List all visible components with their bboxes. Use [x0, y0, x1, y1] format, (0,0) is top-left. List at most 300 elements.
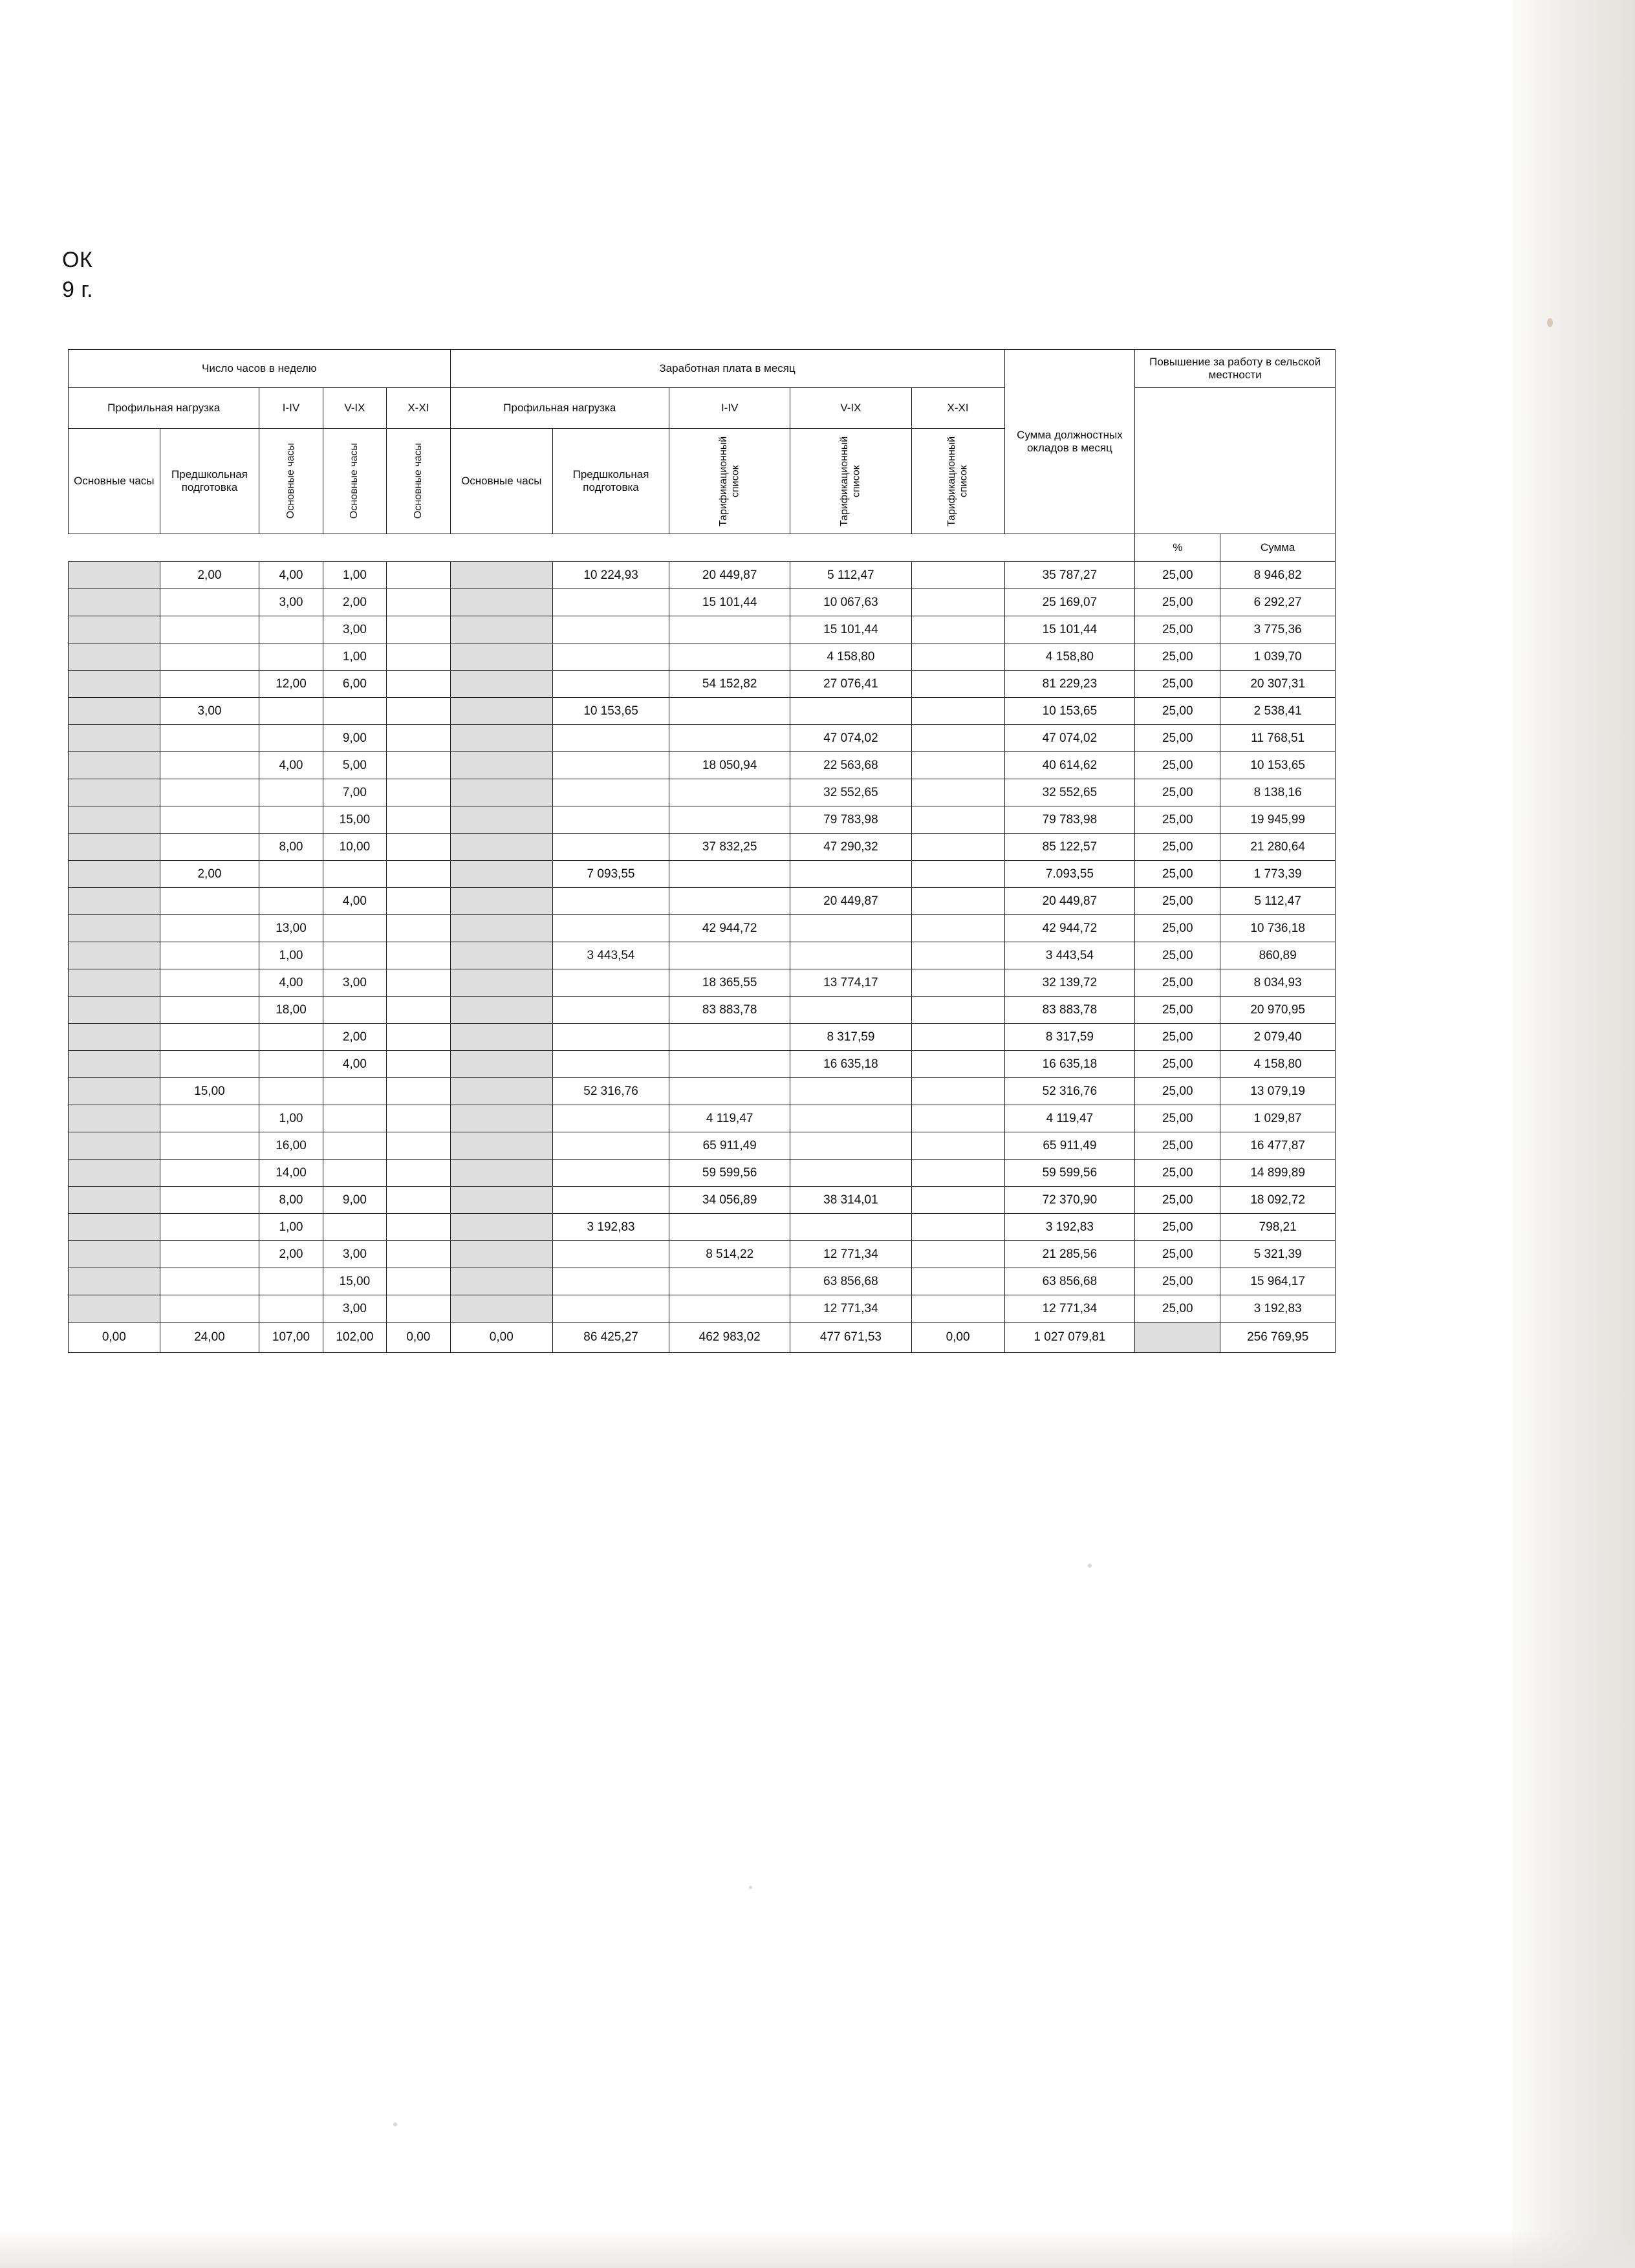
cell-c8 [669, 643, 790, 671]
cell-c11: 63 856,68 [1004, 1268, 1135, 1295]
cell-c2 [160, 1187, 259, 1214]
cell-c2 [160, 1241, 259, 1268]
cell-c11: 83 883,78 [1004, 997, 1135, 1024]
cell-c6 [450, 806, 552, 834]
cell-c2 [160, 969, 259, 997]
cell-c6 [450, 616, 552, 643]
cell-c9: 63 856,68 [790, 1268, 911, 1295]
cell-c6 [450, 1078, 552, 1105]
cell-c12: 25,00 [1135, 671, 1220, 698]
cell-c13: 11 768,51 [1220, 725, 1336, 752]
cell-c12: 25,00 [1135, 616, 1220, 643]
cell-c6 [450, 589, 552, 616]
col-tariff-list-10-11-label: Тарификационный список [946, 436, 969, 526]
cell-c6 [450, 969, 552, 997]
table-row [69, 779, 1336, 806]
cell-c13: 1 773,39 [1220, 861, 1336, 888]
cell-c12: 25,00 [1135, 589, 1220, 616]
table-row [69, 1268, 1336, 1295]
cell-c3 [259, 1078, 323, 1105]
cell-c3: 1,00 [259, 942, 323, 969]
cell-c12: 25,00 [1135, 861, 1220, 888]
cell-c13: 20 970,95 [1220, 997, 1336, 1024]
table-row [69, 725, 1336, 752]
cell-c5 [387, 562, 450, 589]
total-cell-c2: 24,00 [160, 1323, 259, 1353]
cell-c5 [387, 997, 450, 1024]
cell-c8: 59 599,56 [669, 1160, 790, 1187]
table-row [69, 1295, 1336, 1323]
cell-c5 [387, 915, 450, 942]
subheader-rural-bonus-spacer [1135, 388, 1336, 534]
cell-c10 [911, 1132, 1004, 1160]
cell-c9: 32 552,65 [790, 779, 911, 806]
cell-c1 [69, 861, 160, 888]
cell-c6 [450, 861, 552, 888]
cell-c11: 72 370,90 [1004, 1187, 1135, 1214]
cell-c6 [450, 888, 552, 915]
cell-c4: 3,00 [323, 1241, 386, 1268]
cell-c13: 20 307,31 [1220, 671, 1336, 698]
cell-c5 [387, 1078, 450, 1105]
cell-c4: 9,00 [323, 1187, 386, 1214]
cell-c10 [911, 1268, 1004, 1295]
cell-c2 [160, 1132, 259, 1160]
cell-c6 [450, 942, 552, 969]
cell-c13: 21 280,64 [1220, 834, 1336, 861]
cell-c1 [69, 1295, 160, 1323]
cell-c5 [387, 1214, 450, 1241]
cell-c10 [911, 752, 1004, 779]
cell-c11: 52 316,76 [1004, 1078, 1135, 1105]
cell-c12: 25,00 [1135, 969, 1220, 997]
table-row [69, 969, 1336, 997]
cell-c12: 25,00 [1135, 997, 1220, 1024]
cell-c7 [553, 997, 669, 1024]
cell-c8: 42 944,72 [669, 915, 790, 942]
scan-speck [393, 2122, 397, 2126]
cell-c3 [259, 698, 323, 725]
cell-c4: 9,00 [323, 725, 386, 752]
cell-c3: 12,00 [259, 671, 323, 698]
cell-c2 [160, 725, 259, 752]
cell-c5 [387, 779, 450, 806]
cell-c7: 10 224,93 [553, 562, 669, 589]
col-main-hours-1-4-label: Основные часы [285, 443, 296, 519]
cell-c11: 42 944,72 [1004, 915, 1135, 942]
cell-c9 [790, 1105, 911, 1132]
col-main-hours-10-11 [387, 429, 450, 534]
table-row [69, 1241, 1336, 1268]
scan-speck [1547, 318, 1553, 327]
col-preschool-prep-salary: Предшкольная подготовка [553, 429, 669, 534]
cell-c7 [553, 888, 669, 915]
cell-c4: 5,00 [323, 752, 386, 779]
cell-c3 [259, 725, 323, 752]
cell-c5 [387, 861, 450, 888]
cell-c8 [669, 616, 790, 643]
cell-c7 [553, 725, 669, 752]
cell-c9 [790, 1214, 911, 1241]
cell-c9: 47 290,32 [790, 834, 911, 861]
cell-c7 [553, 1187, 669, 1214]
cell-c3: 8,00 [259, 1187, 323, 1214]
cell-c12: 25,00 [1135, 1241, 1220, 1268]
header-line-2: 9 г. [62, 277, 94, 302]
col-main-hours-salary: Основные часы [450, 429, 552, 534]
cell-c1 [69, 1268, 160, 1295]
cell-c4: 15,00 [323, 1268, 386, 1295]
cell-c5 [387, 806, 450, 834]
cell-c6 [450, 1214, 552, 1241]
cell-c11: 79 783,98 [1004, 806, 1135, 834]
cell-c5 [387, 1132, 450, 1160]
table-body [69, 562, 1336, 1353]
cell-c11: 3 443,54 [1004, 942, 1135, 969]
cell-c4: 15,00 [323, 806, 386, 834]
cell-c12: 25,00 [1135, 834, 1220, 861]
cell-c4: 3,00 [323, 616, 386, 643]
cell-c7 [553, 1132, 669, 1160]
cell-c3: 2,00 [259, 1241, 323, 1268]
cell-c1 [69, 888, 160, 915]
cell-c12: 25,00 [1135, 1268, 1220, 1295]
cell-c13: 13 079,19 [1220, 1078, 1336, 1105]
cell-c1 [69, 779, 160, 806]
cell-c8: 34 056,89 [669, 1187, 790, 1214]
cell-c7 [553, 1241, 669, 1268]
cell-c12: 25,00 [1135, 915, 1220, 942]
cell-c6 [450, 1105, 552, 1132]
cell-c11: 35 787,27 [1004, 562, 1135, 589]
cell-c2: 3,00 [160, 698, 259, 725]
cell-c10 [911, 1078, 1004, 1105]
table-total-row [69, 1323, 1336, 1353]
cell-c5 [387, 969, 450, 997]
table-row [69, 834, 1336, 861]
cell-c1 [69, 1132, 160, 1160]
cell-c7 [553, 1024, 669, 1051]
cell-c8 [669, 1295, 790, 1323]
payroll-table [68, 349, 1336, 1353]
cell-c8: 20 449,87 [669, 562, 790, 589]
col-percent: % [1135, 534, 1220, 562]
table-row [69, 1214, 1336, 1241]
cell-c8 [669, 779, 790, 806]
cell-c5 [387, 698, 450, 725]
cell-c7 [553, 834, 669, 861]
cell-c9: 15 101,44 [790, 616, 911, 643]
cell-c12: 25,00 [1135, 1295, 1220, 1323]
cell-c3: 8,00 [259, 834, 323, 861]
cell-c13: 3 192,83 [1220, 1295, 1336, 1323]
cell-c13: 14 899,89 [1220, 1160, 1336, 1187]
cell-c10 [911, 779, 1004, 806]
table-head [69, 350, 1336, 562]
cell-c9 [790, 1160, 911, 1187]
col-main-hours: Основные часы [69, 429, 160, 534]
cell-c12: 25,00 [1135, 1160, 1220, 1187]
cell-c8 [669, 1078, 790, 1105]
cell-c1 [69, 1187, 160, 1214]
cell-c1 [69, 1241, 160, 1268]
page-header [62, 246, 93, 305]
cell-c5 [387, 589, 450, 616]
cell-c6 [450, 1160, 552, 1187]
table-row [69, 671, 1336, 698]
cell-c4: 6,00 [323, 671, 386, 698]
cell-c13: 10 736,18 [1220, 915, 1336, 942]
cell-c8 [669, 698, 790, 725]
group-header-rural-bonus: Повышение за работу в сельской местности [1135, 350, 1336, 388]
table-row [69, 1024, 1336, 1051]
cell-c2: 15,00 [160, 1078, 259, 1105]
cell-c2 [160, 1051, 259, 1078]
cell-c1 [69, 1160, 160, 1187]
total-cell-c4: 102,00 [323, 1323, 386, 1353]
cell-c10 [911, 915, 1004, 942]
cell-c1 [69, 616, 160, 643]
cell-c3 [259, 616, 323, 643]
cell-c7 [553, 915, 669, 942]
col-tariff-list-5-9 [790, 429, 911, 534]
cell-c10 [911, 725, 1004, 752]
cell-c12: 25,00 [1135, 1214, 1220, 1241]
cell-c8: 18 365,55 [669, 969, 790, 997]
cell-c9: 20 449,87 [790, 888, 911, 915]
cell-c1 [69, 969, 160, 997]
cell-c11: 16 635,18 [1004, 1051, 1135, 1078]
cell-c4: 3,00 [323, 1295, 386, 1323]
cell-c4: 2,00 [323, 589, 386, 616]
cell-c11: 25 169,07 [1004, 589, 1135, 616]
cell-c3: 3,00 [259, 589, 323, 616]
group-header-hours: Число часов в неделю [69, 350, 451, 388]
cell-c4 [323, 997, 386, 1024]
cell-c2: 2,00 [160, 562, 259, 589]
cell-c6 [450, 562, 552, 589]
cell-c11: 4 158,80 [1004, 643, 1135, 671]
header-row-rural-subcols [69, 534, 1336, 562]
cell-c2 [160, 806, 259, 834]
cell-c5 [387, 616, 450, 643]
cell-c3 [259, 1051, 323, 1078]
cell-c8: 65 911,49 [669, 1132, 790, 1160]
total-cell-c6: 0,00 [450, 1323, 552, 1353]
cell-c8 [669, 1051, 790, 1078]
cell-c3 [259, 1268, 323, 1295]
cell-c2 [160, 779, 259, 806]
cell-c10 [911, 616, 1004, 643]
col-tariff-list-5-9-label: Тарификационный список [839, 436, 862, 526]
cell-c11: 81 229,23 [1004, 671, 1135, 698]
cell-c4: 7,00 [323, 779, 386, 806]
cell-c6 [450, 915, 552, 942]
cell-c4: 2,00 [323, 1024, 386, 1051]
cell-c6 [450, 1051, 552, 1078]
cell-c11: 85 122,57 [1004, 834, 1135, 861]
cell-c2 [160, 1160, 259, 1187]
cell-c9 [790, 698, 911, 725]
header-line-1: ОК [62, 248, 93, 272]
cell-c3 [259, 806, 323, 834]
scan-paper-edge [1512, 0, 1635, 2268]
cell-c8 [669, 806, 790, 834]
cell-c13: 2 079,40 [1220, 1024, 1336, 1051]
cell-c13: 1 039,70 [1220, 643, 1336, 671]
cell-c2 [160, 643, 259, 671]
cell-c1 [69, 725, 160, 752]
cell-c6 [450, 671, 552, 698]
cell-c6 [450, 698, 552, 725]
cell-c11: 3 192,83 [1004, 1214, 1135, 1241]
cell-c6 [450, 752, 552, 779]
cell-c3 [259, 861, 323, 888]
cell-c7: 3 443,54 [553, 942, 669, 969]
cell-c8 [669, 888, 790, 915]
total-cell-c3: 107,00 [259, 1323, 323, 1353]
table-row [69, 643, 1336, 671]
col-preschool-prep: Предшкольная подготовка [160, 429, 259, 534]
cell-c5 [387, 1051, 450, 1078]
cell-c9: 8 317,59 [790, 1024, 911, 1051]
cell-c13: 5 112,47 [1220, 888, 1336, 915]
cell-c7: 7 093,55 [553, 861, 669, 888]
cell-c8 [669, 1214, 790, 1241]
cell-c6 [450, 1024, 552, 1051]
scan-paper-bottom-edge [0, 2229, 1635, 2268]
cell-c13: 16 477,87 [1220, 1132, 1336, 1160]
cell-c9: 4 158,80 [790, 643, 911, 671]
col-main-hours-5-9-label: Основные часы [349, 443, 360, 519]
table-row [69, 1187, 1336, 1214]
subheader-grade-5-9-hours: V-IX [323, 388, 386, 429]
cell-c3: 4,00 [259, 562, 323, 589]
cell-c9: 12 771,34 [790, 1295, 911, 1323]
table-row [69, 1051, 1336, 1078]
cell-c8 [669, 861, 790, 888]
cell-c5 [387, 834, 450, 861]
table-row [69, 942, 1336, 969]
cell-c9 [790, 1132, 911, 1160]
cell-c8: 18 050,94 [669, 752, 790, 779]
cell-c4 [323, 861, 386, 888]
table-row [69, 1160, 1336, 1187]
cell-c10 [911, 1051, 1004, 1078]
cell-c8: 15 101,44 [669, 589, 790, 616]
cell-c5 [387, 1024, 450, 1051]
cell-c2 [160, 589, 259, 616]
cell-c3: 1,00 [259, 1214, 323, 1241]
cell-c5 [387, 643, 450, 671]
cell-c11: 15 101,44 [1004, 616, 1135, 643]
col-main-hours-10-11-label: Основные часы [412, 443, 424, 519]
cell-c11: 32 139,72 [1004, 969, 1135, 997]
cell-c12: 25,00 [1135, 1105, 1220, 1132]
table-row [69, 806, 1336, 834]
cell-c12: 25,00 [1135, 1132, 1220, 1160]
cell-c7 [553, 616, 669, 643]
cell-c12: 25,00 [1135, 779, 1220, 806]
cell-c10 [911, 1241, 1004, 1268]
cell-c6 [450, 1132, 552, 1160]
table-row [69, 1132, 1336, 1160]
cell-c2 [160, 888, 259, 915]
cell-c4: 1,00 [323, 562, 386, 589]
cell-c9: 13 774,17 [790, 969, 911, 997]
cell-c2 [160, 942, 259, 969]
cell-c4: 4,00 [323, 1051, 386, 1078]
cell-c11: 8 317,59 [1004, 1024, 1135, 1051]
cell-c12: 25,00 [1135, 1024, 1220, 1051]
cell-c10 [911, 969, 1004, 997]
table-row [69, 888, 1336, 915]
cell-c2 [160, 915, 259, 942]
col-tariff-list-10-11 [911, 429, 1004, 534]
cell-c5 [387, 725, 450, 752]
cell-c10 [911, 643, 1004, 671]
cell-c3 [259, 643, 323, 671]
cell-c6 [450, 643, 552, 671]
cell-c1 [69, 671, 160, 698]
total-cell-c11: 1 027 079,81 [1004, 1323, 1135, 1353]
cell-c3: 16,00 [259, 1132, 323, 1160]
cell-c5 [387, 1241, 450, 1268]
cell-c1 [69, 942, 160, 969]
cell-c6 [450, 1295, 552, 1323]
cell-c13: 18 092,72 [1220, 1187, 1336, 1214]
header-row-groups [69, 350, 1336, 388]
col-main-hours-5-9 [323, 429, 386, 534]
cell-c4 [323, 915, 386, 942]
cell-c2 [160, 1268, 259, 1295]
cell-c7 [553, 1160, 669, 1187]
cell-c3 [259, 888, 323, 915]
cell-c4: 3,00 [323, 969, 386, 997]
cell-c4 [323, 698, 386, 725]
group-header-sum-salaries: Сумма должностных окладов в месяц [1004, 350, 1135, 534]
cell-c6 [450, 779, 552, 806]
cell-c1 [69, 997, 160, 1024]
cell-c5 [387, 671, 450, 698]
cell-c7 [553, 1295, 669, 1323]
cell-c10 [911, 861, 1004, 888]
cell-c12: 25,00 [1135, 1187, 1220, 1214]
cell-c10 [911, 589, 1004, 616]
cell-c3: 4,00 [259, 969, 323, 997]
cell-c12: 25,00 [1135, 698, 1220, 725]
cell-c7 [553, 806, 669, 834]
table-row [69, 562, 1336, 589]
cell-c4 [323, 1160, 386, 1187]
total-cell-c13: 256 769,95 [1220, 1323, 1336, 1353]
cell-c13: 2 538,41 [1220, 698, 1336, 725]
cell-c13: 19 945,99 [1220, 806, 1336, 834]
cell-c11: 10 153,65 [1004, 698, 1135, 725]
cell-c7 [553, 969, 669, 997]
cell-c11: 7.093,55 [1004, 861, 1135, 888]
cell-c2 [160, 671, 259, 698]
payroll-table-container [68, 349, 1336, 1353]
cell-c8: 8 514,22 [669, 1241, 790, 1268]
cell-c8: 83 883,78 [669, 997, 790, 1024]
cell-c7 [553, 643, 669, 671]
scan-speck [749, 1886, 752, 1889]
cell-c11: 4 119,47 [1004, 1105, 1135, 1132]
table-row [69, 1078, 1336, 1105]
cell-c12: 25,00 [1135, 806, 1220, 834]
subheader-profile-load-salary: Профильная нагрузка [450, 388, 669, 429]
